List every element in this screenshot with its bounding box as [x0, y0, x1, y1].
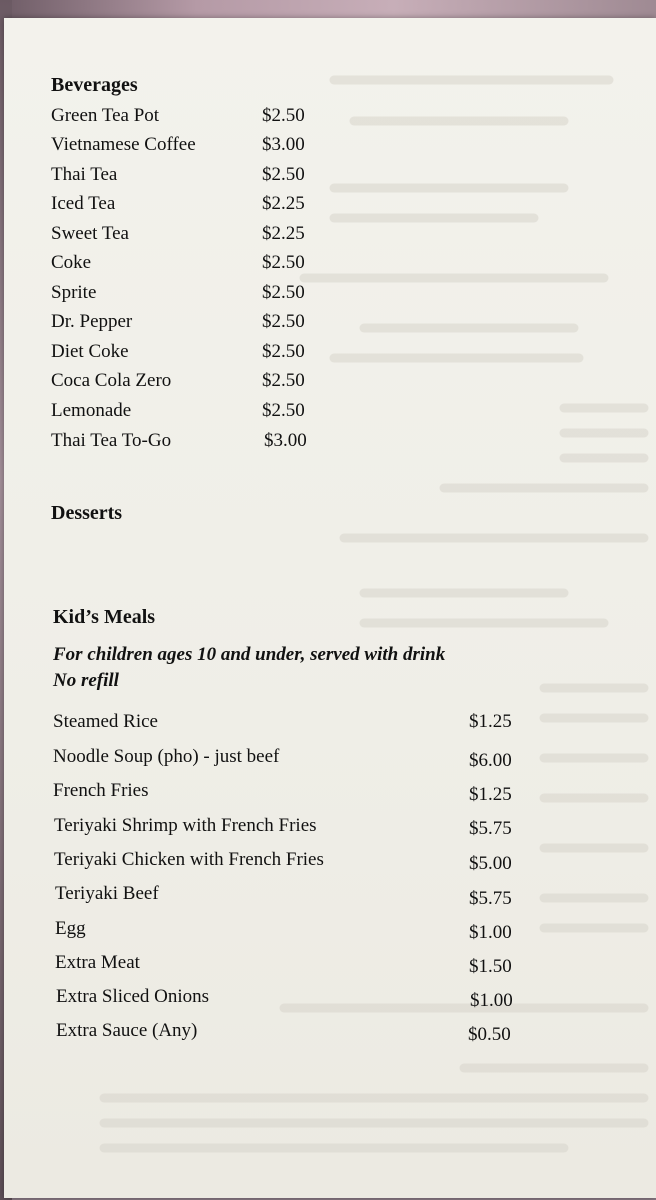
item-name: Sprite	[51, 282, 97, 303]
item-name: Coca Cola Zero	[51, 370, 172, 391]
item-name: Teriyaki Shrimp with French Fries	[54, 815, 317, 836]
item-name: Coke	[51, 252, 92, 273]
kids-meals-note	[53, 642, 445, 694]
item-price: $2.50	[262, 282, 305, 303]
item-price: $5.75	[469, 818, 512, 839]
desserts-heading: Desserts	[51, 502, 123, 524]
item-price: $2.50	[262, 252, 305, 273]
item-price: $2.50	[262, 164, 305, 185]
item-name: French Fries	[53, 780, 149, 801]
item-name: Teriyaki Beef	[55, 883, 159, 904]
item-price: $2.50	[262, 105, 305, 126]
item-name: Vietnamese Coffee	[51, 134, 196, 155]
item-price: $5.75	[469, 888, 512, 909]
item-name: Noodle Soup (pho) - just beef	[53, 746, 280, 767]
menu-page	[4, 18, 656, 1198]
item-name: Egg	[55, 918, 86, 939]
item-price: $3.00	[264, 430, 307, 451]
item-price: $2.50	[262, 400, 305, 421]
item-price: $1.00	[469, 922, 512, 943]
item-name: Diet Coke	[51, 341, 129, 362]
item-price: $2.25	[262, 223, 305, 244]
item-name: Sweet Tea	[51, 223, 129, 244]
item-price: $1.25	[469, 711, 512, 732]
item-price: $2.50	[262, 341, 305, 362]
item-name: Thai Tea To-Go	[51, 430, 172, 451]
item-name: Iced Tea	[51, 193, 116, 214]
item-price: $1.25	[469, 784, 512, 805]
kids-meals-note-line: No refill	[53, 670, 119, 691]
item-name: Lemonade	[51, 400, 132, 421]
item-price: $1.00	[470, 990, 513, 1011]
item-name: Extra Sliced Onions	[56, 986, 210, 1007]
item-name: Extra Meat	[55, 952, 140, 973]
beverages-heading: Beverages	[51, 74, 138, 96]
item-name: Thai Tea	[51, 164, 118, 185]
item-name: Dr. Pepper	[51, 311, 133, 332]
item-price: $2.50	[262, 370, 305, 391]
item-name: Extra Sauce (Any)	[56, 1020, 198, 1041]
item-price: $2.50	[262, 311, 305, 332]
item-price: $0.50	[468, 1024, 511, 1045]
item-price: $2.25	[262, 193, 305, 214]
item-price: $6.00	[469, 750, 512, 771]
item-price: $3.00	[262, 134, 305, 155]
item-name: Green Tea Pot	[51, 105, 160, 126]
item-price: $5.00	[469, 853, 512, 874]
item-name: Teriyaki Chicken with French Fries	[54, 849, 324, 870]
kids-meals-note-line: For children ages 10 and under, served with drink	[53, 644, 446, 665]
menu-content	[4, 18, 656, 1198]
kids-meals-heading: Kid’s Meals	[53, 606, 156, 628]
item-price: $1.50	[469, 956, 512, 977]
item-name: Steamed Rice	[53, 711, 158, 732]
